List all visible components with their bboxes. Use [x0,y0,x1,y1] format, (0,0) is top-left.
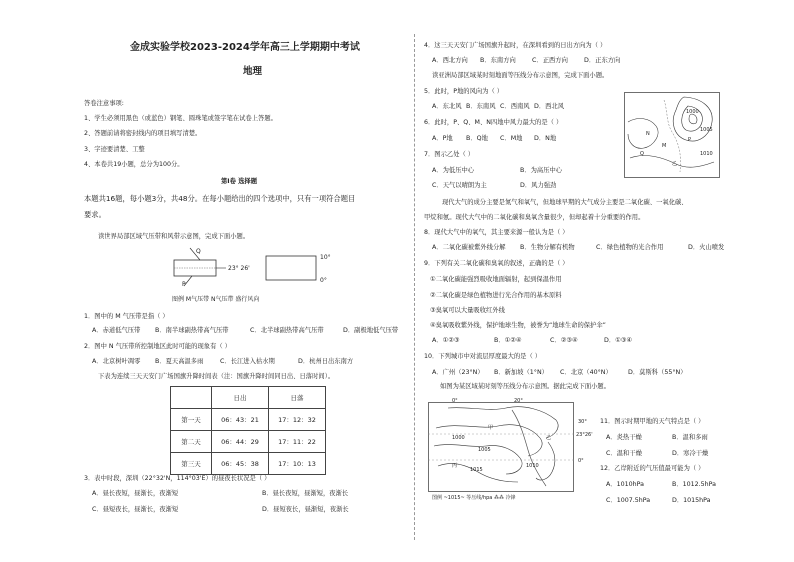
table-cell: 日落 [269,387,326,409]
q1-option: A．赤道低气压带 [92,327,141,334]
label-0: 0° [320,277,327,284]
isobar-label: 1005 [478,447,491,453]
notice-item: 3、字迹要清楚、工整 [84,146,145,153]
table-row [171,409,326,431]
q5-option: B．东南风 [466,103,496,110]
table-cell: 06：45：38 [212,453,269,475]
isobar-label: 1010 [700,151,713,157]
map-legend: 图例 ~1015~ 等压线/hpa ⁂⁂ 冷锋 [432,495,516,501]
q9-item: ③臭氧可以大量吸收红外线 [430,307,505,314]
q8-passage: 现代大气的成分主要是氮气和氧气，但地球早期的大气成分主要是二氧化碳、一氧化碳、 [442,199,688,206]
isobar-label: 1005 [700,127,713,133]
sun-intro: 下表为连续三天天安门广场国旗升降时间表（注：国旗升降时间同日出、日落时间）。 [98,373,335,380]
q4-stem: 4．这三天天安门广场国旗升起时，在深圳看到的日出方向为（ ） [424,42,607,49]
q12-option: A．1010hPa [606,481,644,488]
table-cell: 第三天 [171,453,212,475]
section-instruction: 要求。 [84,210,106,219]
q2-option: D．杭州日出东南方 [298,358,354,365]
exam-title: 金成实验学校2023-2024学年高三上学期期中考试 [130,42,360,53]
q1-stem: 1．图中的 M 气压带是指（ ） [84,313,169,320]
label-lat: 23° 26' [228,265,250,272]
q2-option: B．夏天高温多雨 [155,358,204,365]
q2-stem: 2．图中 N 气压带所控制地区此时可能的现象有（ ） [84,343,231,350]
q10-option: A．广州（23°N） [432,369,484,376]
map-label-lat0: 0° [578,458,584,464]
isobar-label: 1015 [470,467,483,473]
q6-option: B．Q地 [466,135,488,142]
point-p: P [688,137,692,143]
q7-option: A．为低压中心 [432,167,475,174]
q11-stem: 11．图示时期甲地的天气特点是（ ） [600,418,705,425]
q12-option: C．1007.5hPa [606,497,651,504]
q7-option: C．天气以晴朗为主 [432,182,487,189]
q6-stem: 6．此时，P、Q、M、N四地中风力最大的是（ ） [424,119,563,126]
point-jia: 甲 [488,425,494,431]
q11-option: B．温和多雨 [672,434,708,441]
q5-option: A．东北风 [432,103,462,110]
q1-intro: 读世界局部区域气压带和风带示意图，完成下面小题。 [98,233,250,240]
point-q: Q [640,151,644,157]
table-cell: 06：43：21 [212,409,269,431]
notice-item: 4、本卷共19小题，总分为100分。 [84,161,184,168]
q4-option: B．东南方向 [480,57,516,64]
q9-option: B．①②④ [494,337,522,344]
q10-stem: 10．下列城市中对流层厚度最大的是（ ） [424,353,542,360]
q7-option: B．为高压中心 [520,167,563,174]
map-label-30: 30° [578,419,587,425]
table-cell: 第二天 [171,431,212,453]
q1-option: D．副极地低气压带 [343,327,399,334]
isobar-label: 1010 [526,463,539,469]
q12-option: D．1015hPa [672,497,711,504]
q9-item: ①二氧化碳能强烈吸收地面辐射，起到保温作用 [430,276,562,283]
q11-option: A．炎热干燥 [606,434,642,441]
q9-option: D．①③④ [604,337,633,344]
q9-item: ②二氧化碳是绿色植物进行光合作用的基本原料 [430,292,562,299]
point-yi: 乙 [546,435,552,441]
q5-stem: 5．此时，P地的风向为（ ） [424,88,504,95]
map-label-20: 20° [514,398,523,404]
table-cell: 第一天 [171,409,212,431]
q4-option: D．正东方向 [584,57,621,64]
q6-option: D．N地 [534,135,557,142]
notice-heading: 答卷注意事项: [84,100,124,107]
notice-item: 2、答题前请将密封线内的项目填写清楚。 [84,130,202,137]
q3-stem: 3．表中时段，深圳（22°32'N，114°03'E）的昼夜长状况是（ ） [84,475,271,482]
point-n: N [646,131,650,137]
q11-intro: 如图为某区域某时刻等压线分布示意图。据此完成下面小题。 [440,383,611,390]
q9-stem: 9．下列有关二氧化碳和臭氧的叙述，正确的是（ ） [424,260,569,267]
table-row [171,453,326,475]
map-label-2326: 23°26' [576,432,593,438]
point-m: M [662,143,667,149]
table-cell: 17：10：13 [269,453,326,475]
map-label-0: 0° [452,398,458,404]
q8-option: A．二氧化碳被紫外线分解 [432,244,506,251]
table-cell: 日出 [212,387,269,409]
q2-option: A．北京树叶凋零 [92,358,141,365]
q10-option: D．莫斯科（55°N） [628,369,687,376]
point-bing: 丙 [452,463,458,469]
q5-option: C．西南风 [500,103,530,110]
q11-option: C．温和干燥 [606,450,642,457]
label-10n: 10° [320,254,331,261]
isobar-label: 1000 [686,109,699,115]
table-cell [171,387,212,409]
figure-legend: 图例 M气压带 N气压带 盛行风向 [172,296,260,303]
table-header-row [171,387,326,409]
q7-stem: 7．图示乙处（ ） [424,151,475,158]
q4-option: A．西北方向 [432,57,468,64]
q5-intro: 读亚洲局部区域某时刻地面等压线分布示意图，完成下面小题。 [432,72,609,79]
q9-option: A．①②③ [432,337,460,344]
isobar-label: 1000 [452,435,465,441]
section-title: 第Ⅰ卷 选择题 [221,178,258,185]
q12-option: B．1012.5hPa [672,481,717,488]
q3-option: A．昼长夜短，昼渐长，夜渐短 [92,490,179,497]
q12-stem: 12．乙岸附近的气压值最可能为（ ） [600,465,705,472]
africa-isobar-map [428,402,574,492]
notice-item: 1、学生必须用黑色（或蓝色）钢笔、圆珠笔或签字笔在试卷上答题。 [84,115,277,122]
q11-option: D．寒冷干燥 [672,450,709,457]
column-divider [414,34,415,540]
q4-option: C．正西方向 [532,57,568,64]
sunrise-table [170,386,326,475]
table-cell: 06：44：29 [212,431,269,453]
table-cell: 17：12：32 [269,409,326,431]
q9-item: ④臭氧吸收紫外线，保护地球生物，被誉为“地球生命的保护伞” [430,322,606,329]
q8-option: C．绿色植物的光合作用 [596,244,664,251]
label-p: P [182,281,186,288]
table-row [171,431,326,453]
point-yi: 乙 [672,161,678,167]
q8-option: D．火山喷发 [688,244,725,251]
q8-stem: 8．现代大气中的氧气，其主要来源一般认为是（ ） [424,229,569,236]
q7-option: D．风力强劲 [520,182,557,189]
table-cell: 17：11：22 [269,431,326,453]
q9-option: C．②③④ [550,337,578,344]
q3-option: C．昼短夜长，昼渐长，夜渐短 [92,506,179,513]
q10-option: C．北京（40°N） [560,369,612,376]
q3-option: D．昼短夜长，昼渐短，夜渐长 [262,506,349,513]
q1-option: C．北半球副热带高气压带 [250,327,324,334]
label-q: Q [196,248,201,255]
q3-option: B．昼长夜短，昼渐短，夜渐长 [262,490,349,497]
subject-title: 地理 [243,66,263,77]
q6-option: A．P地 [432,135,453,142]
q5-option: D．西北风 [534,103,565,110]
q8-passage: 甲烷和氨。现代大气中的二氧化碳和臭氧含量很少，但却起着十分重要的作用。 [424,214,645,221]
q2-option: C．长江进入枯水期 [220,358,275,365]
q10-option: B．新加坡（1°N） [494,369,548,376]
q8-option: B．生物分解有机物 [520,244,575,251]
section-instruction: 本题共16题，每小题3分，共48分。在每小题给出的四个选项中，只有一项符合题目 [84,194,356,203]
q6-option: C．M地 [500,135,523,142]
q1-option: B．南半球副热带高气压带 [155,327,229,334]
